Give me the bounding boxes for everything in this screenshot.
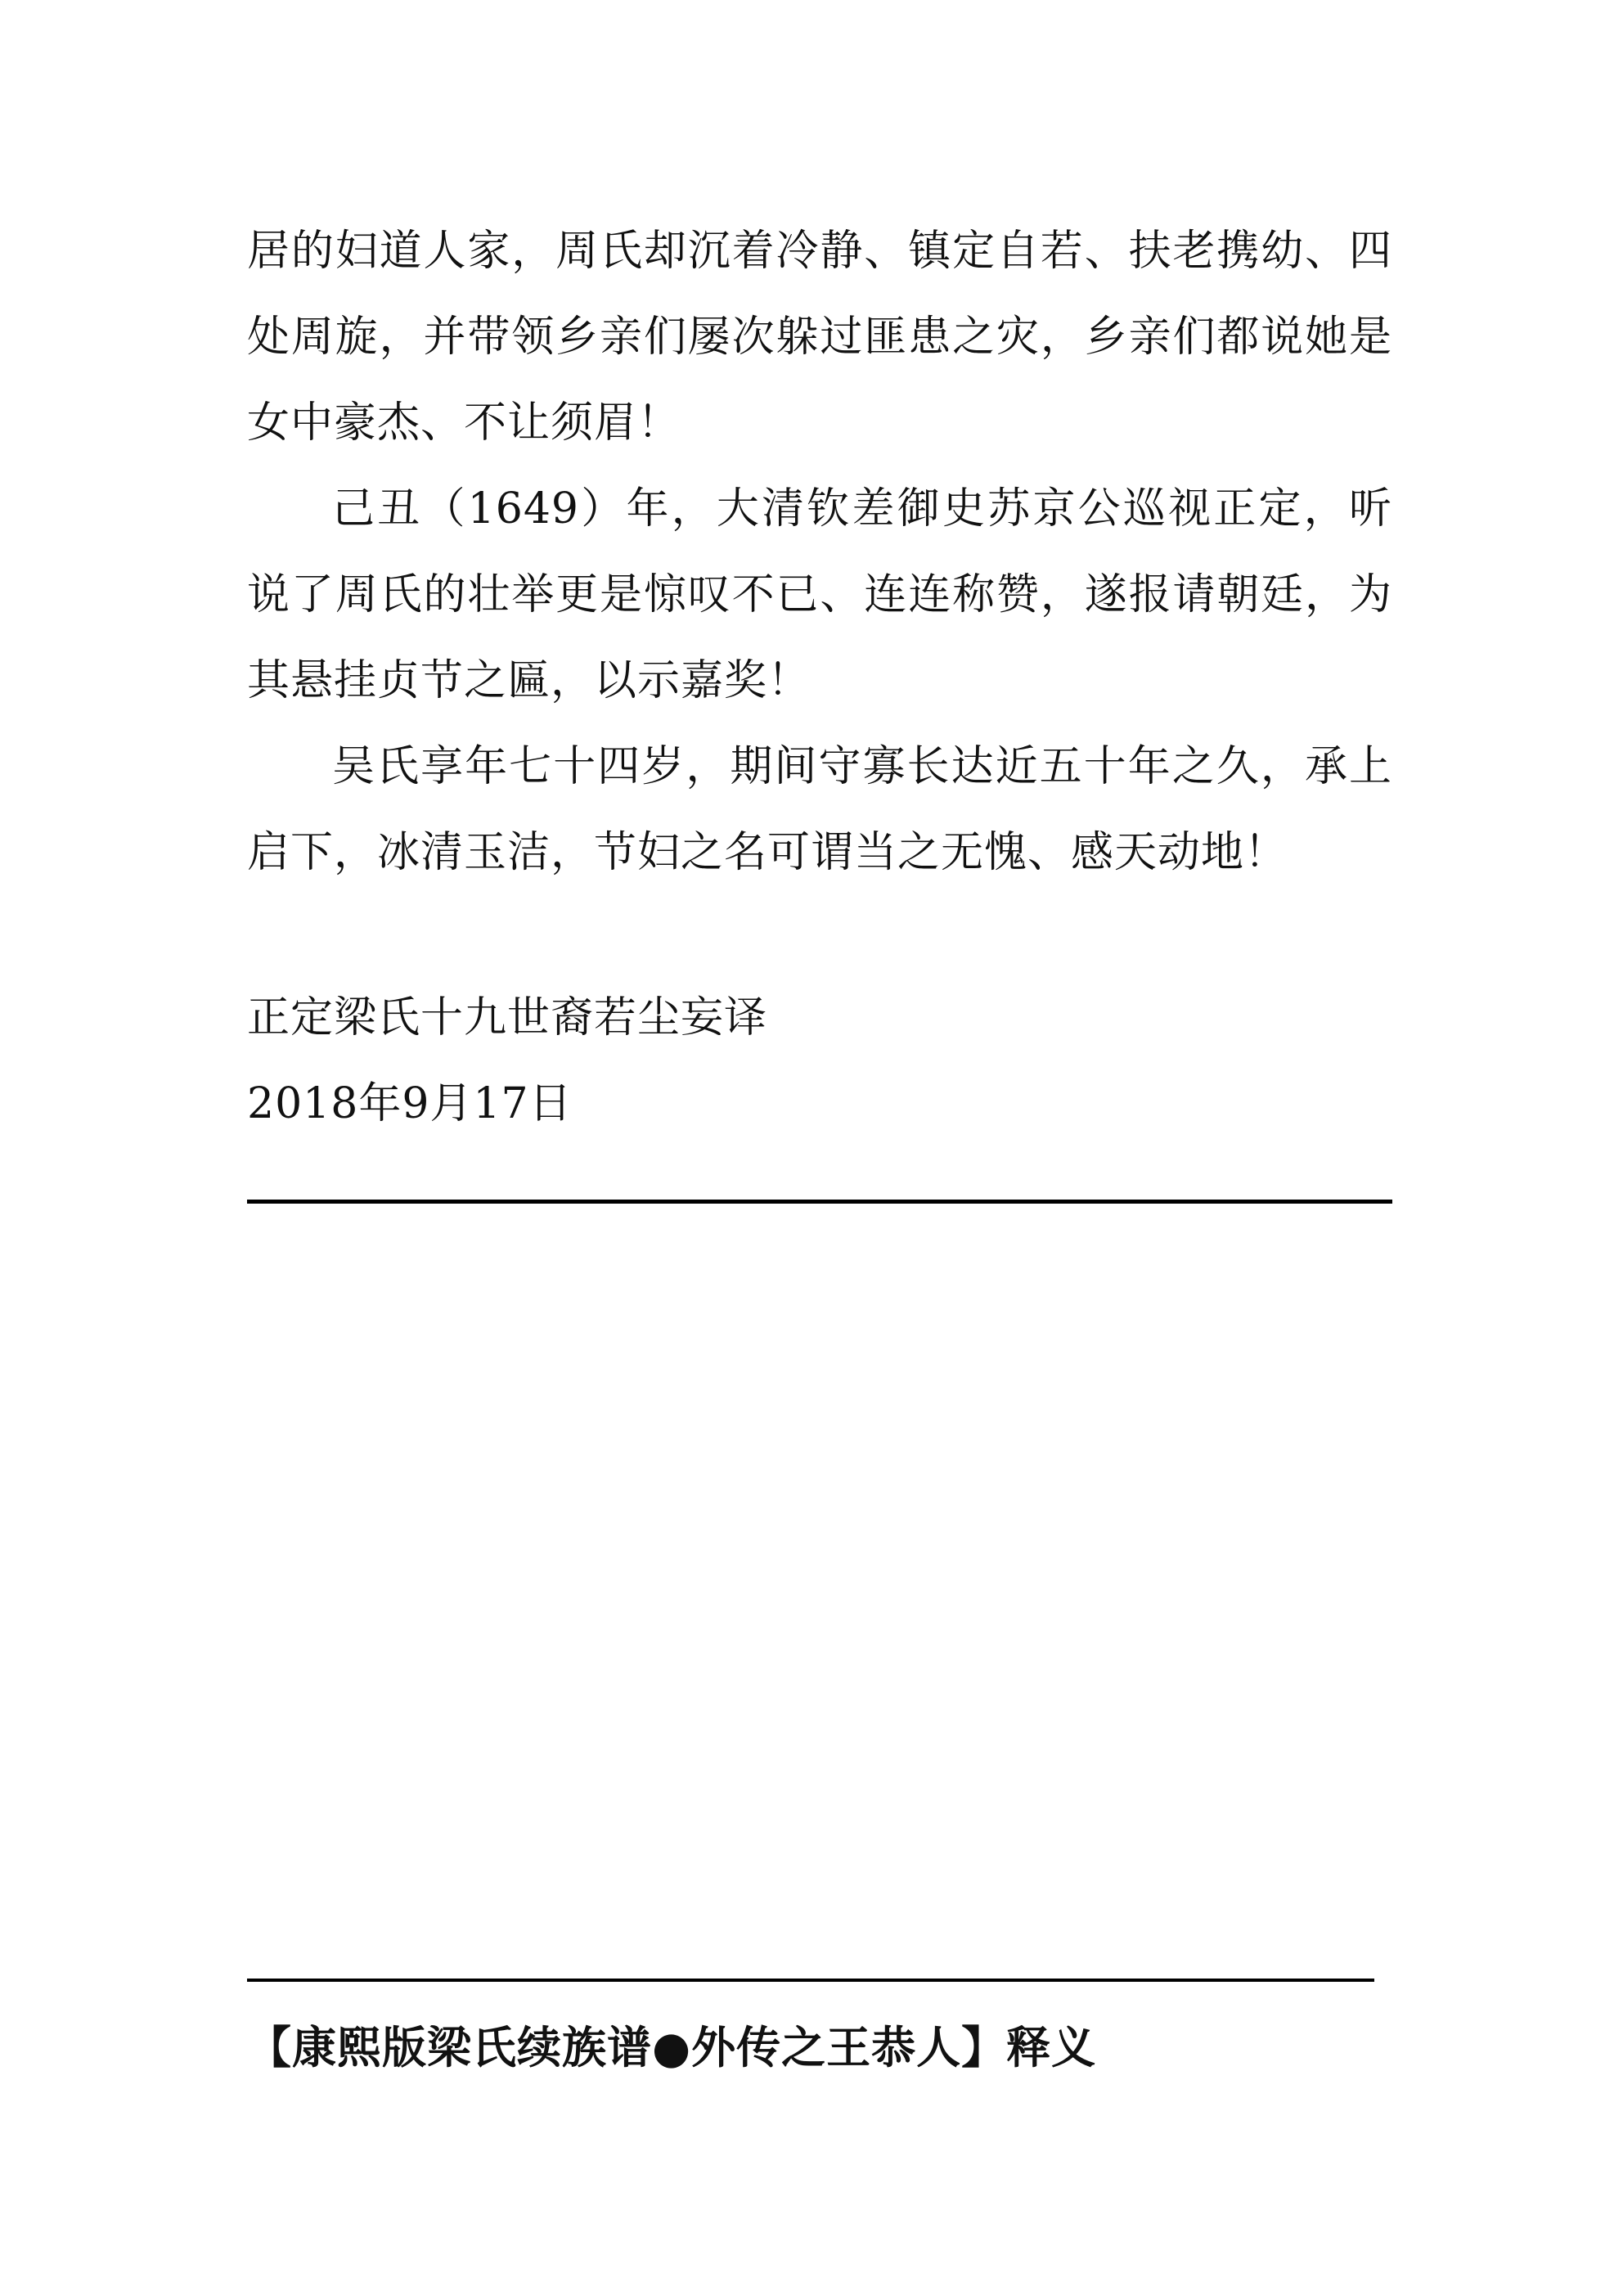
paragraph-continued: 居的妇道人家，周氏却沉着冷静、镇定自若、扶老携幼、四处周旋，并带领乡亲们屡次躲过匪患之灾，乡亲们都说她是女中豪杰、不让须眉！ (247, 227, 1392, 448)
body-text (247, 209, 1392, 896)
section-divider (247, 1200, 1392, 1204)
section-heading: 【康熙版梁氏续族谱●外传之王恭人】释义 (247, 2021, 1097, 2073)
heading-rule (247, 1979, 1374, 1982)
signature-block (247, 975, 767, 1147)
translator-line: 正定梁氏十九世裔若尘妄译 (247, 993, 768, 1042)
date-line: 2018年9月17日 (247, 1079, 573, 1128)
paragraph-lifespan: 吴氏享年七十四岁，期间守寡长达近五十年之久，承上启下，冰清玉洁，节妇之名可谓当之无愧、感天动地！ (247, 742, 1392, 877)
paragraph-imperial-award: 己丑（1649）年，大清钦差御史苏京公巡视正定，听说了周氏的壮举更是惊叹不已、连连称赞，遂报请朝廷，为其悬挂贞节之匾，以示嘉奖！ (247, 484, 1392, 705)
